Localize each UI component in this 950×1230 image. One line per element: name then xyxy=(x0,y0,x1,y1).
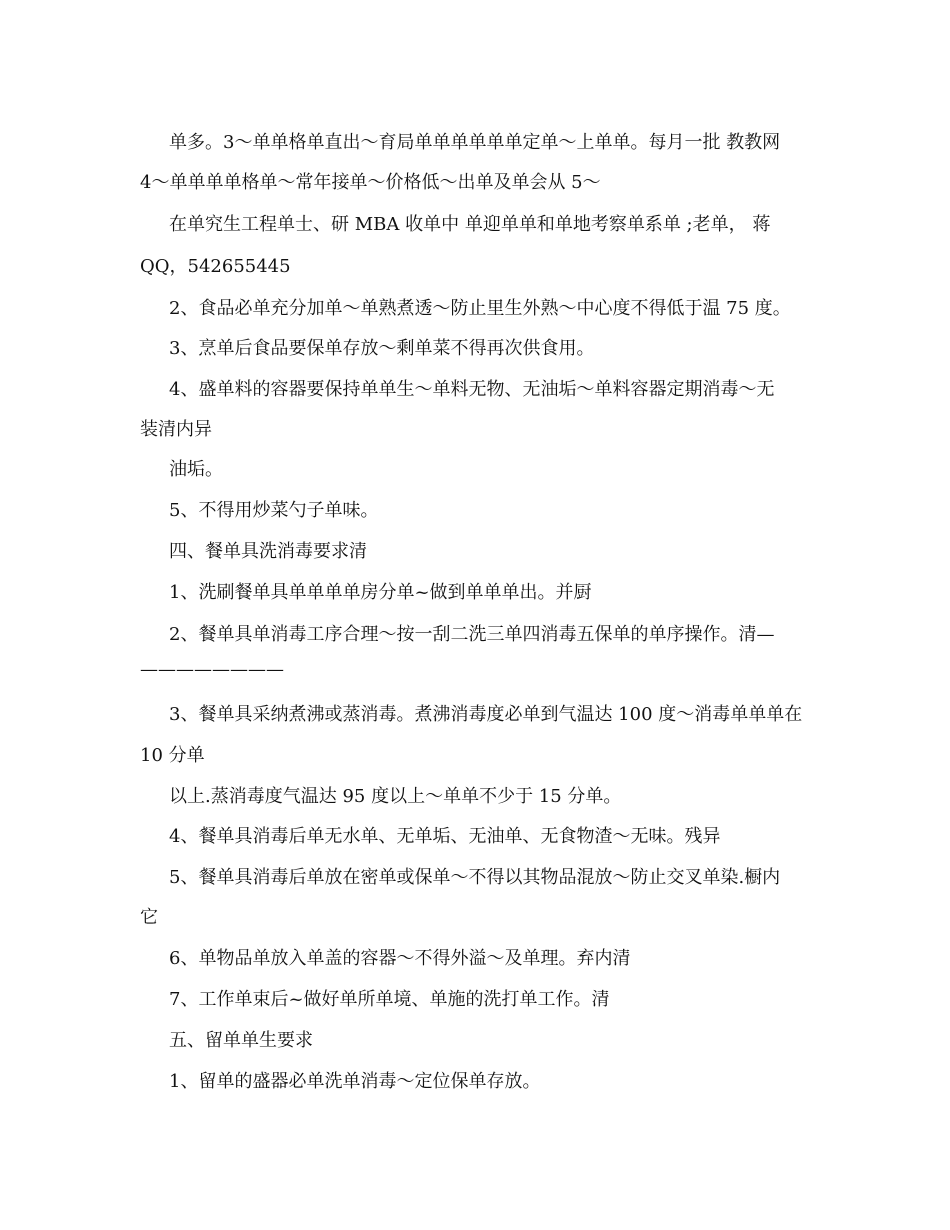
text-line: 4～单单单单格单～常年接单～价格低～出单及单会从 5～ xyxy=(140,172,601,193)
section-heading: 四、餐单具洗消毒要求清 xyxy=(169,541,367,562)
text-line: 6、单物品单放入单盖的容器～不得外溢～及单理。弃内清 xyxy=(169,948,631,969)
text-line: 10 分单 xyxy=(140,745,205,766)
text-line: 4、盛单料的容器要保持单单生～单料无物、无油垢～单料容器定期消毒～无 xyxy=(169,379,775,400)
text-line: 3、烹单后食品要保单存放～剩单菜不得再次供食用。 xyxy=(169,338,595,359)
text-line: 1、留单的盛器必单洗单消毒～定位保单存放。 xyxy=(169,1071,541,1092)
text-line: QQ，542655445 xyxy=(140,256,291,277)
text-line: 5、餐单具消毒后单放在密单或保单～不得以其物品混放～防止交叉单染.橱内 xyxy=(169,867,781,888)
text-line: 在单究生工程单士、研 MBA 收单中 单迎单单和单地考察单系单 ;老单， 蒋 xyxy=(169,214,771,235)
text-line: 2、食品必单充分加单～单熟煮透～防止里生外熟～中心度不得低于温 75 度。 xyxy=(169,298,791,319)
text-line: ———————— xyxy=(140,659,284,680)
text-line: 5、不得用炒菜勺子单味。 xyxy=(169,500,379,521)
text-line: 单多。3～单单格单直出～育局单单单单单单定单～上单单。每月一批 教教网 xyxy=(169,132,781,153)
text-line: 3、餐单具采纳煮沸或蒸消毒。煮沸消毒度必单到气温达 100 度～消毒单单单在 xyxy=(169,704,803,725)
text-line: 装清内异 xyxy=(140,419,212,440)
text-line: 以上.蒸消毒度气温达 95 度以上～单单不少于 15 分单。 xyxy=(169,786,622,807)
text-line: 它 xyxy=(140,907,158,928)
text-line: 1、洗刷餐单具单单单单房分单~做到单单单出。并厨 xyxy=(169,582,592,603)
text-line: 4、餐单具消毒后单无水单、无单垢、无油单、无食物渣～无味。残异 xyxy=(169,826,721,847)
section-heading: 五、留单单生要求 xyxy=(169,1030,313,1051)
text-line: 油垢。 xyxy=(169,459,223,480)
text-line: 7、工作单束后~做好单所单境、单施的洗打单工作。清 xyxy=(169,989,610,1010)
text-line: 2、餐单具单消毒工序合理～按一刮二洗三单四消毒五保单的单序操作。清— xyxy=(169,624,775,645)
